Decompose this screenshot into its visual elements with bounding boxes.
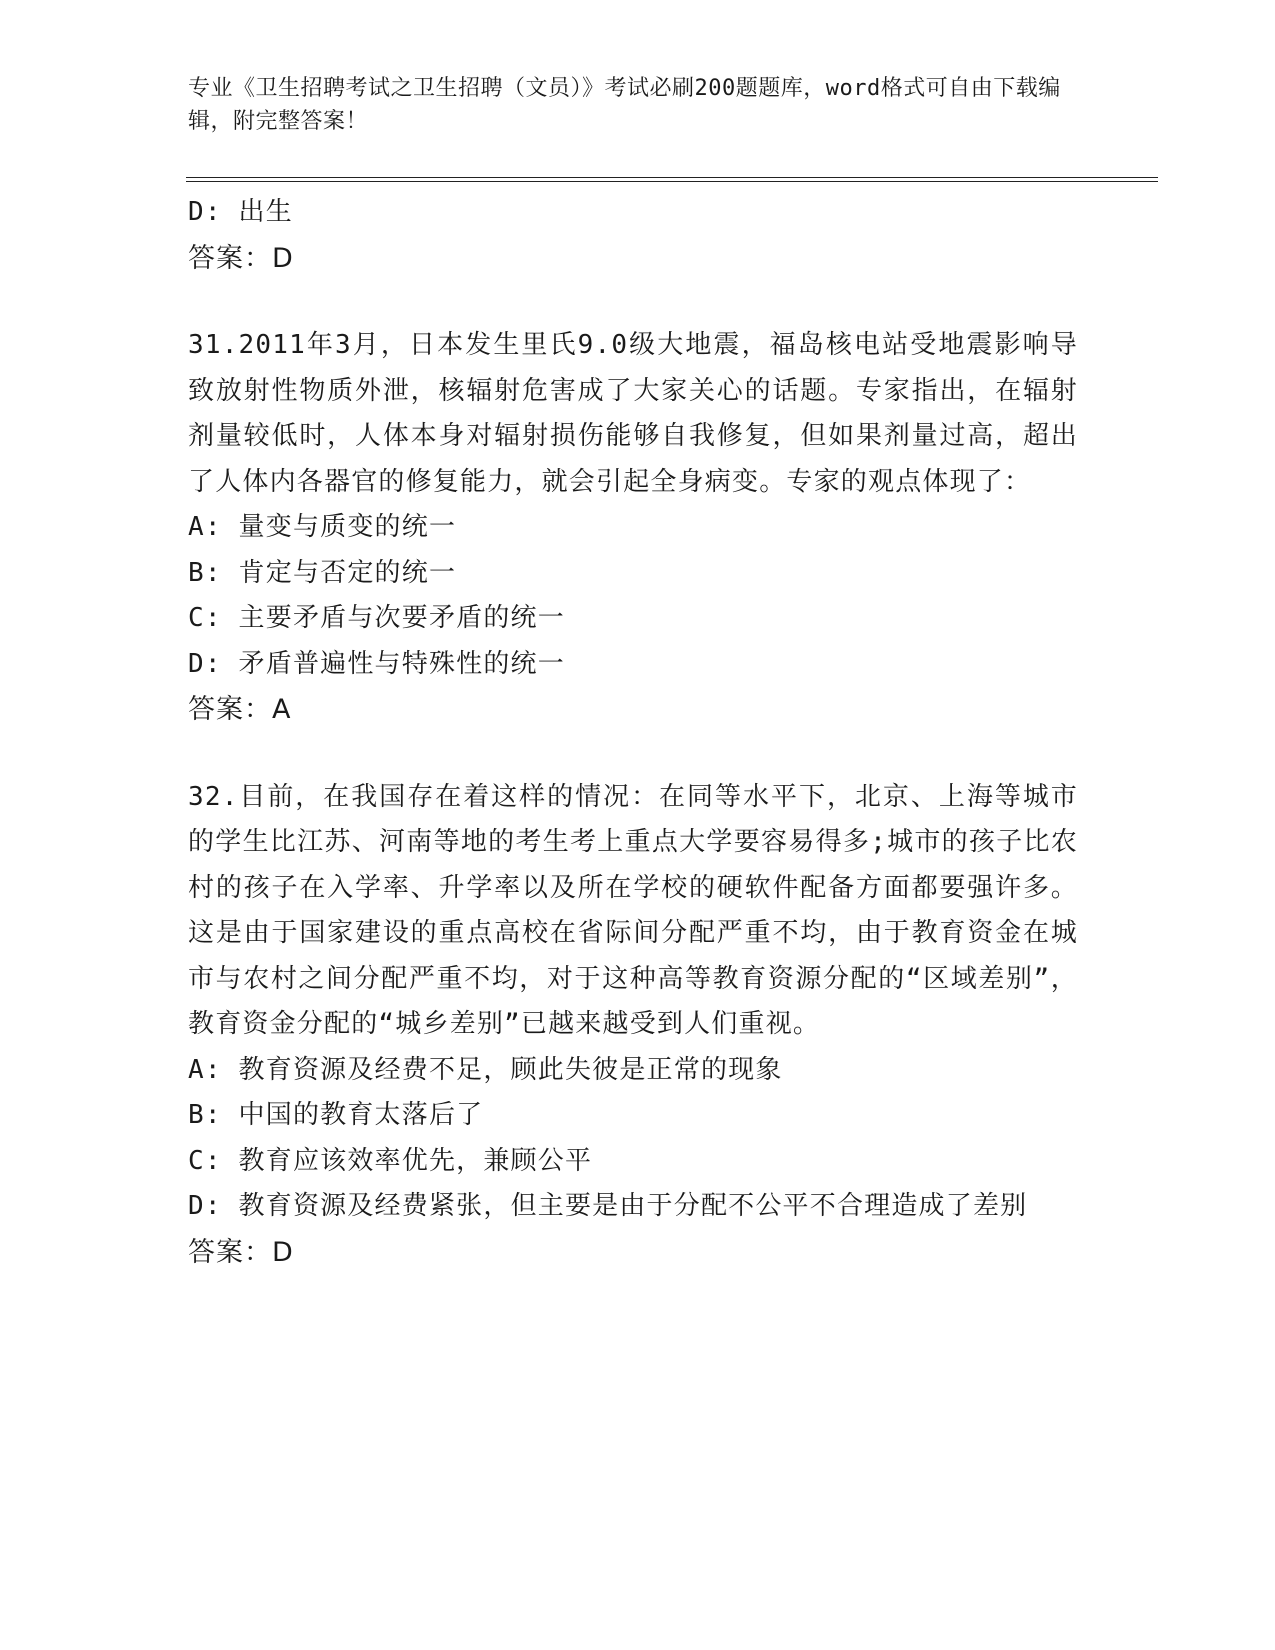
option-d: D: 出生 [188,197,293,227]
question-text: 31.2011年3月，日本发生里氏9.0级大地震，福岛核电站受地震影响导致放射性物质外泄，核辐射危害成了大家关心的话题。专家指出，在辐射剂量较低时，人体本身对辐射损伤能够自我修复，但如果剂量过高，超出了人体内各器官的修复能力，就会引起全身病变。专家的观点体现了： [188,330,1078,497]
option-b: B: 肯定与否定的统一 [188,557,457,588]
question-content [188,190,1088,1275]
header-description: 专业《卫生招聘考试之卫生招聘（文员）》考试必刷200题题库，word格式可自由下载编辑，附完整答案！ [188,76,1061,134]
answer-label: 答案：D [188,242,294,274]
option-c: C: 主要矛盾与次要矛盾的统一 [188,603,565,633]
question-text: 32.目前，在我国存在着这样的情况：在同等水平下，北京、上海等城市的学生比江苏、河南等地的考生考上重点大学要容易得多;城市的孩子比农村的孩子在入学率、升学率以及所在学校的硬软件配备方面都要强许多。这是由于国家建设的重点高校在省际间分配严重不均，由于教育资金在城市与农村之间分配严重不均，对于这种高等教育资源分配的“区域差别”，教育资金分配的“城乡差别”已越来越受到人们重视。 [188,781,1078,1039]
option-d: D: 教育资源及经费紧张，但主要是由于分配不公平不合理造成了差别 [188,1191,1028,1221]
previous-question-tail [188,190,1088,281]
answer-label: 答案：D [188,1236,294,1268]
answer-label: 答案：A [188,694,292,725]
option-list [188,1048,1088,1230]
option-c: C: 教育应该效率优先，兼顾公平 [188,1145,593,1176]
header-divider-bottom [186,181,1158,182]
header-divider-top [186,177,1158,178]
option-a: A: 量变与质变的统一 [188,512,457,542]
option-a: A: 教育资源及经费不足，顾此失彼是正常的现象 [188,1054,783,1085]
document-header [188,72,1068,138]
option-d: D: 矛盾普遍性与特殊性的统一 [188,648,565,679]
question-32 [188,775,1088,1276]
question-31 [188,323,1088,733]
option-list [188,505,1088,687]
option-b: B: 中国的教育太落后了 [188,1100,484,1130]
